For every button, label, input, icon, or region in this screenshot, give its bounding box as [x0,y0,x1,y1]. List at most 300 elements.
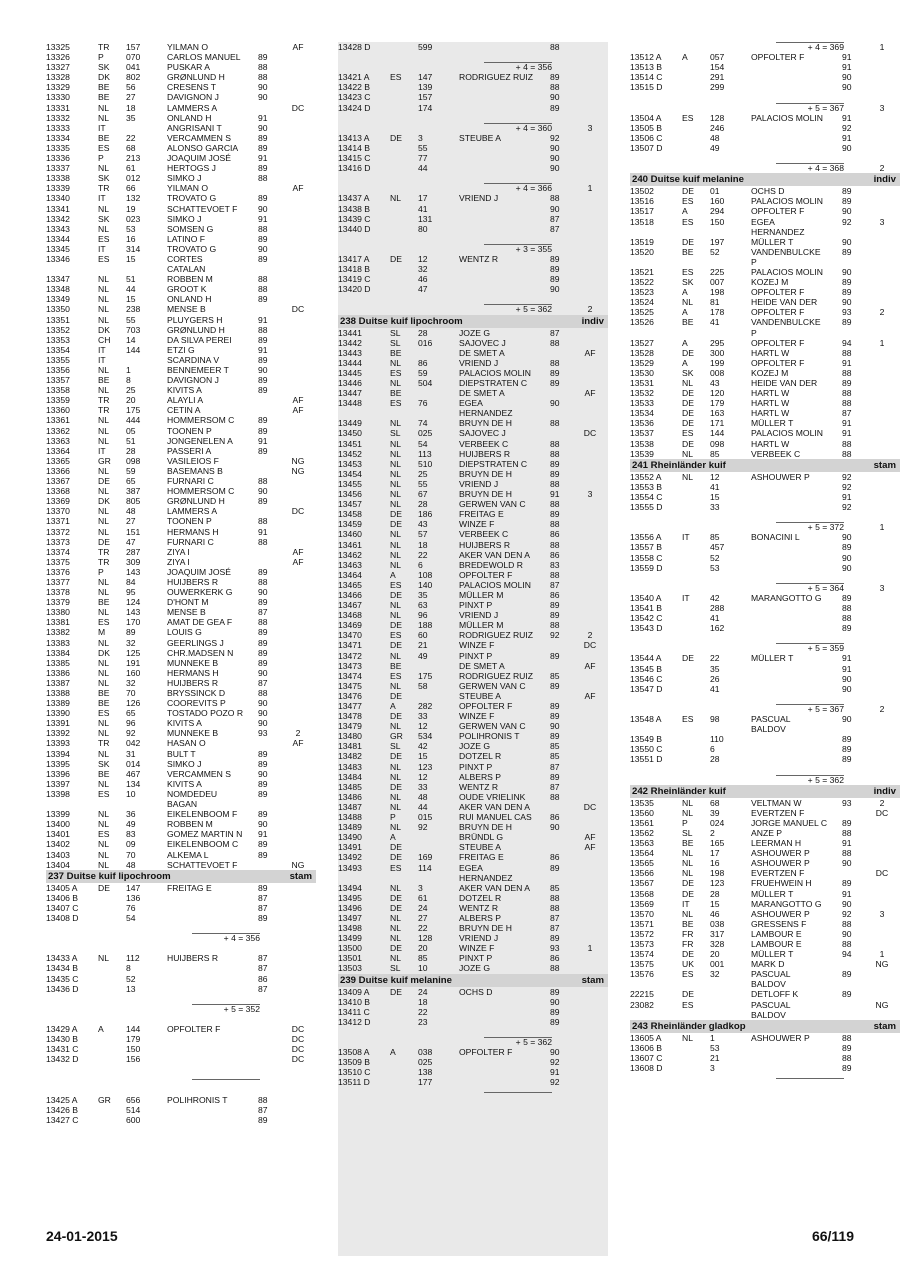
score: 90 [258,365,268,375]
score: 91 [258,112,268,123]
breeder-name: YILMAN O [167,183,209,194]
country-code: NL [390,680,401,691]
table-row [338,254,608,264]
subtotal-rank: 3 [879,102,885,113]
table-row [338,721,608,731]
table-row [630,818,900,828]
ring-number: 8 [126,963,131,974]
entry-number: 13412 D [338,1016,371,1027]
table-row [338,509,608,519]
remark: DC [291,1034,305,1045]
table-row [46,617,316,627]
table-row [338,963,608,973]
subtotal-value: + 3 = 355 [515,243,552,254]
score: 89 [842,186,852,197]
country-code: SK [98,213,110,224]
ring-number: 13 [126,983,136,994]
entry-number: 13518 [630,216,654,227]
entry-number: 13450 [338,428,362,439]
score: 89 [550,862,560,873]
entry-number: 13481 [338,741,362,752]
breeder-name: DOTZEL R [459,751,502,762]
entry-number: 13396 [46,768,70,779]
remark: 2 [879,307,885,318]
score: 88 [842,347,852,358]
breeder-name: VERBEEK C [459,529,509,540]
ring-number: 16 [710,858,720,869]
entry-number: 13463 [338,559,362,570]
table-row [46,658,316,668]
table-row [338,997,608,1007]
entry-number: 13473 [338,660,362,671]
remark: AF [292,42,304,52]
entry-number: 13370 [46,506,70,517]
entry-number: 13368 [46,486,70,497]
section-header [46,870,316,883]
ring-number: 179 [126,1034,141,1045]
entry-number: 13374 [46,546,70,557]
score: 89 [550,509,560,520]
remark: AF [292,395,304,406]
score: 88 [258,173,268,184]
country-code: NL [682,908,693,919]
ring-number: 171 [710,418,725,429]
country-code: ES [98,829,110,840]
country-code: NL [98,314,109,325]
ring-number: 007 [710,277,725,288]
entry-number: 13502 [630,186,654,197]
entry-number: 13357 [46,375,70,386]
breeder-name: D'HONT M [167,597,209,608]
breeder-name: OUDE VRIELINK [459,791,526,802]
breeder-name: DA SILVA PEREI [167,334,232,345]
ring-number: 51 [126,435,136,446]
score: 90 [258,243,268,254]
breeder-name: OPFOLTER F [751,307,805,318]
ring-number: 68 [710,797,720,808]
breeder-name: ANZE P [751,827,783,838]
ring-number: 55 [126,314,136,325]
score: 88 [842,918,852,929]
table-row [338,903,608,913]
entry-number: 13554 C [630,491,663,502]
entry-number: 13414 B [338,142,371,153]
score: 90 [258,203,268,214]
score: 89 [842,592,852,603]
remark: AF [584,388,596,399]
breeder-name: NOMDEDEU [167,788,218,799]
table-row [630,113,900,123]
remark: 1 [587,943,593,954]
table-row [338,133,608,143]
breeder-name: HUIJBERS R [167,576,219,587]
country-code: TR [98,405,110,416]
remark: AF [292,556,304,567]
ring-number: 68 [126,142,136,153]
country-code: P [390,812,396,823]
remark: DC [291,1044,305,1055]
table-row [46,204,316,214]
table-row [630,939,900,949]
table-row [338,1017,608,1027]
breeder-name: VELTMAN W [751,797,802,808]
table-row [338,711,608,721]
entry-number: 13457 [338,499,362,510]
table-row [46,953,316,963]
score: 88 [842,938,852,949]
table-row [630,449,900,459]
entry-number: 13539 [630,448,654,459]
table-row [46,974,316,984]
table-row [338,651,608,661]
table-row [338,590,608,600]
entry-number: 13352 [46,324,70,335]
country-code: ES [98,253,110,264]
table-row [46,1044,316,1054]
entry-number: 13468 [338,610,362,621]
table-row [46,799,316,809]
entry-number: 13530 [630,367,654,378]
table-row [630,328,900,338]
table-row [338,274,608,284]
ring-number: 309 [126,556,141,567]
ring-number: 74 [418,418,428,429]
score: 86 [550,852,560,863]
entry-number: 13439 C [338,213,371,224]
section-type-label: indiv [873,174,896,186]
ring-number: 22 [710,653,720,664]
ring-number: 328 [710,938,725,949]
table-row [46,345,316,355]
table-row [630,979,900,989]
table-row [630,593,900,603]
country-code: DE [390,842,402,853]
table-row [338,284,608,294]
score: 89 [258,142,268,153]
subtotal-rank: 2 [879,703,885,714]
table-row [46,893,316,903]
table-row [46,789,316,799]
country-code: DE [390,943,402,954]
breeder-name: DE SMET A [459,660,505,671]
score: 87 [550,579,560,590]
ring-number: 024 [710,817,725,828]
section-type-label: indiv [873,785,896,797]
country-code: NL [98,839,109,850]
country-code: NL [98,203,109,214]
score: 87 [258,963,268,974]
score: 91 [842,428,852,439]
table-row [338,630,608,640]
score: 91 [842,418,852,429]
breeder-name: HERNANDEZ [459,408,513,419]
table-row [630,563,900,573]
breeder-name: MÜLLER T [751,949,794,960]
table-row [630,428,900,438]
breeder-name: ONLAND H [167,294,212,305]
score: 90 [842,142,852,153]
score: 88 [550,519,560,530]
country-code: TR [98,395,110,406]
country-code: NL [390,468,401,479]
breeder-name: COOREVITS P [167,698,226,709]
country-code: TR [98,738,110,749]
ring-number: 14 [126,334,136,345]
score: 87 [842,408,852,419]
breeder-name: LAMBOUR E [751,928,802,939]
country-code: DE [682,878,694,889]
ring-number: 008 [710,367,725,378]
table-row [46,1024,316,1034]
ring-number: 3 [418,132,423,143]
entry-number: 13496 [338,902,362,913]
country-code: ES [390,398,402,409]
country-code: BE [98,698,110,709]
country-code: CH [98,334,111,345]
score: 93 [842,797,852,808]
subtotal-row [630,643,900,653]
table-row [630,959,900,969]
score: 88 [550,42,560,52]
score: 88 [842,848,852,859]
ring-number: 09 [126,839,136,850]
table-row [338,92,608,102]
score: 89 [842,317,852,328]
score: 92 [550,1077,560,1088]
entry-number: 13389 [46,698,70,709]
breeder-name: ALKEMA L [167,849,209,860]
score: 89 [550,731,560,742]
remark: 3 [587,489,593,500]
breeder-name: PASCUAL [751,969,791,980]
country-code: DE [682,236,694,247]
table-row [338,782,608,792]
table-row [338,519,608,529]
entry-number: 13335 [46,142,70,153]
spacer-row [630,633,900,643]
table-row [46,829,316,839]
country-code: DE [682,438,694,449]
entry-number: 13476 [338,690,362,701]
ring-number: 20 [126,395,136,406]
remark: NG [875,959,889,970]
score: 87 [550,912,560,923]
score: 88 [258,688,268,698]
breeder-name: VERBEEK C [751,448,801,459]
ring-number: 43 [710,378,720,388]
table-row [630,472,900,482]
country-code: DE [98,476,110,487]
section-type-label: stam [581,974,604,986]
table-row [630,1000,900,1010]
entry-number: 13367 [46,476,70,487]
entry-number: 13532 [630,388,654,399]
ring-number: 108 [418,569,433,580]
breeder-name: DAVIGNON J [167,375,219,386]
score: 89 [550,253,560,264]
country-code: BE [98,82,110,93]
table-row [46,426,316,436]
table-row [630,724,900,734]
breeder-name: VRIEND J [459,193,499,204]
ring-number: 514 [126,1104,141,1115]
subtotal-divider [484,1092,552,1093]
spacer-row [46,1064,316,1074]
entry-number: 13446 [338,378,362,388]
table-row [46,759,316,769]
ring-number: 098 [710,438,725,449]
table-row [630,848,900,858]
entry-number: 13424 D [338,102,371,113]
country-code: NL [98,365,109,375]
entry-number: 13466 [338,589,362,600]
entry-number: 13392 [46,728,70,739]
table-row [338,264,608,274]
score: 90 [842,673,852,684]
section-header [630,173,900,186]
ring-number: 1 [126,365,131,375]
ring-number: 49 [126,819,136,830]
breeder-name: POLIHRONIS T [459,731,520,742]
breeder-name: VERCAMMEN S [167,768,231,779]
entry-number: 13605 A [630,1032,662,1043]
entry-number: 13342 [46,213,70,224]
spacer-row [338,113,608,123]
country-code: DK [98,647,110,658]
entry-number: 13511 D [338,1077,370,1088]
country-code: ES [98,142,110,153]
entry-number: 13537 [630,428,654,439]
score: 90 [842,236,852,247]
table-row [338,1077,608,1087]
score: 89 [258,193,268,204]
breeder-name: WENTZ R [459,902,499,913]
table-row [46,244,316,254]
table-row [46,506,316,516]
table-row [338,913,608,923]
breeder-name: ALONSO GARCIA [167,142,239,153]
remark: AF [292,738,304,749]
country-code: NL [390,923,401,934]
entry-number: 13486 [338,791,362,802]
ring-number: 041 [126,62,141,73]
table-row [338,792,608,802]
score: 90 [550,398,560,409]
score: 89 [258,627,268,638]
ring-number: 014 [126,758,141,769]
country-code: SL [390,741,401,752]
entry-number: 13546 C [630,673,663,684]
country-code: ES [390,670,402,681]
spacer-row [338,173,608,183]
score: 89 [258,839,268,850]
entry-number: 13550 C [630,744,663,755]
entry-number: 13401 [46,829,70,840]
breeder-name: HUIJBERS R [167,953,219,964]
table-row [46,537,316,547]
country-code: DK [98,72,110,83]
ring-number: 70 [126,849,136,860]
entry-number: 13493 [338,862,362,873]
score: 90 [258,92,268,103]
ring-number: 198 [710,287,725,298]
ring-number: 656 [126,1094,141,1105]
table-row [46,688,316,698]
entry-number: 13503 [338,963,362,974]
table-row [338,610,608,620]
country-code: NL [98,953,109,964]
table-row [630,878,900,888]
score: 90 [550,203,560,214]
entry-number: 13444 [338,357,362,368]
table-row [46,678,316,688]
breeder-name: CHR.MADSEN N [167,647,234,658]
score: 92 [550,1057,560,1068]
table-row [630,82,900,92]
breeder-name: ASHOUWER P [751,908,810,919]
table-row [338,338,608,348]
entry-number: 13349 [46,294,70,305]
breeder-name: OPFOLTER F [751,287,805,298]
entry-number: 13545 B [630,663,663,674]
ring-number: 12 [418,721,428,732]
table-row [630,653,900,663]
breeder-name: VERBEEK C [459,438,509,449]
table-row [338,328,608,338]
breeder-name: PINXT P [459,953,493,964]
country-code: SL [682,827,693,838]
results-column-2 [338,42,608,1256]
remark: AF [584,690,596,701]
score: 92 [842,216,852,227]
entry-number: 13433 A [46,953,78,964]
ring-number: 65 [126,476,136,487]
ring-number: 123 [418,761,433,772]
entry-number: 13332 [46,112,70,123]
table-row [46,516,316,526]
table-row [338,153,608,163]
score: 90 [842,898,852,909]
country-code: DE [682,418,694,429]
breeder-name: TROVATO G [167,243,217,254]
country-code: DE [682,186,694,197]
score: 88 [258,476,268,487]
ring-number: 53 [126,223,136,234]
table-row [338,499,608,509]
score: 90 [550,1047,560,1058]
score: 91 [258,314,268,325]
country-code: NL [682,378,693,388]
entry-number: 13371 [46,516,70,527]
entry-number: 13386 [46,667,70,678]
score: 89 [258,566,268,577]
country-code: ES [390,862,402,873]
table-row [46,456,316,466]
entry-number: 13403 [46,849,70,860]
score: 89 [258,52,268,63]
entry-number: 13330 [46,92,70,103]
entry-number: 13448 [338,398,362,409]
table-row [46,547,316,557]
table-row [630,267,900,277]
score: 89 [258,375,268,386]
entry-number: 13328 [46,72,70,83]
table-row [630,744,900,754]
remark: NG [291,859,305,870]
country-code: NL [390,761,401,772]
entry-number: 13385 [46,657,70,668]
ring-number: 160 [710,196,725,207]
